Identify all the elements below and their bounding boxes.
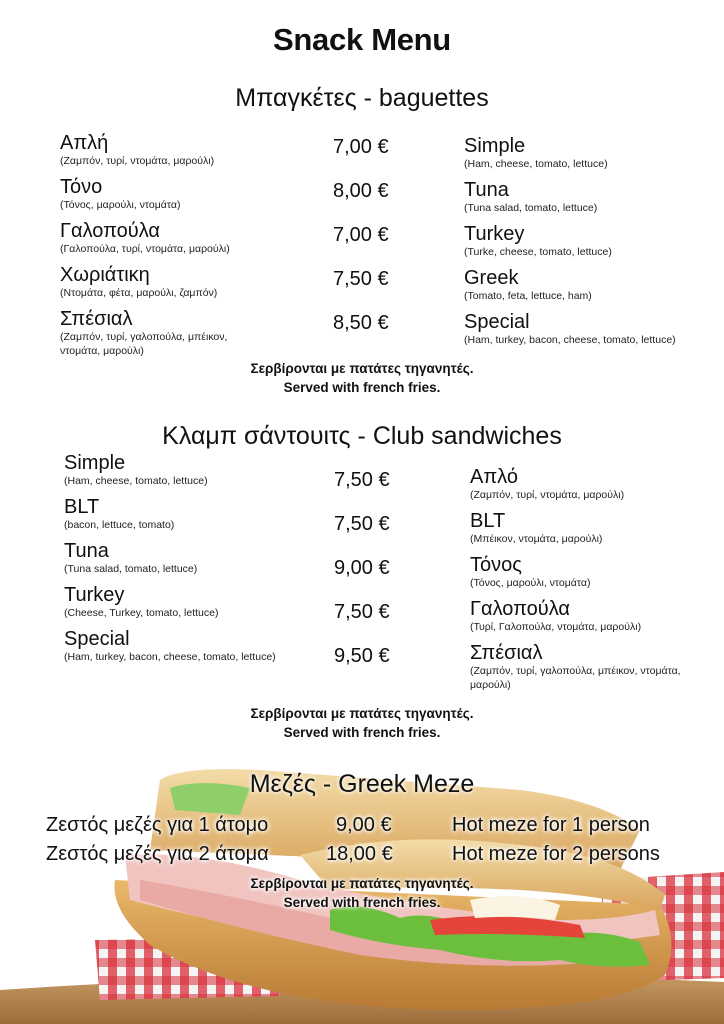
club-item-blt-en [64, 496, 324, 532]
item-name: Τόνος [470, 554, 522, 576]
club-price-special: 9,50 € [334, 645, 390, 667]
baguette-item-turkey-en [464, 223, 714, 259]
meze-item-1-gr: Ζεστός μεζές για 1 άτομο [46, 814, 269, 836]
meze-note-gr: Σερβίρονται με πατάτες τηγανητές. [250, 876, 474, 891]
item-description: (Ζαμπόν, τυρί, γαλοπούλα, μπέικον, ντομάτα, μαρούλι) [60, 331, 228, 357]
club-item-turkey-en [64, 584, 324, 620]
baguette-item-special-en [464, 311, 719, 347]
item-description: (Ζαμπόν, τυρί, ντομάτα, μαρούλι) [470, 489, 625, 501]
baguette-price-simple: 7,00 € [333, 136, 389, 158]
baguette-item-turkey-gr [60, 220, 310, 256]
menu-title: Snack Menu [273, 22, 451, 57]
item-name: Χωριάτικη [60, 264, 150, 286]
item-description: (bacon, lettuce, tomato) [64, 519, 175, 531]
item-description: (Tuna salad, tomato, lettuce) [464, 202, 598, 214]
club-note-en: Served with french fries. [283, 725, 441, 740]
meze-price-2: 18,00 € [326, 843, 393, 865]
baguette-item-simple-gr [60, 132, 310, 168]
meze-note-en: Served with french fries. [283, 895, 441, 910]
club-item-simple-en [64, 452, 324, 488]
meze-price-1: 9,00 € [336, 814, 392, 836]
item-description: (Τόνος, μαρούλι, ντομάτα) [470, 577, 591, 589]
baguette-item-special-gr [60, 308, 270, 358]
club-item-turkey-gr [470, 598, 720, 634]
baguette-item-greek-en [464, 267, 714, 303]
item-description: (Μπέικον, ντομάτα, μαρούλι) [470, 533, 603, 545]
club-item-simple-gr [470, 466, 720, 502]
club-item-special-en [64, 628, 329, 664]
club-item-special-gr [470, 642, 710, 692]
item-description: (Tomato, feta, lettuce, ham) [464, 290, 592, 302]
baguette-item-simple-en [464, 135, 714, 171]
club-price-simple: 7,50 € [334, 469, 390, 491]
item-name: Tuna [464, 179, 509, 201]
club-section-title: Κλαμπ σάντουιτς - Club sandwiches [162, 422, 562, 450]
baguettes-section-title: Μπαγκέτες - baguettes [235, 84, 489, 112]
meze-item-1-en: Hot meze for 1 person [452, 814, 650, 836]
item-description: (Ham, turkey, bacon, cheese, tomato, lettuce) [464, 334, 676, 346]
item-description: (Ζαμπόν, τυρί, γαλοπούλα, μπέικον, ντομάτα, μαρούλι) [470, 665, 681, 691]
club-item-blt-gr [470, 510, 720, 546]
item-name: Special [464, 311, 530, 333]
item-name: Turkey [464, 223, 525, 245]
item-name: Απλό [470, 466, 518, 488]
club-price-turkey: 7,50 € [334, 601, 390, 623]
item-description: (Γαλοπούλα, τυρί, ντομάτα, μαρούλι) [60, 243, 230, 255]
item-name: Σπέσιαλ [470, 642, 543, 664]
meze-section-title: Μεζές - Greek Meze [249, 770, 475, 798]
item-name: Greek [464, 267, 519, 289]
item-description: (Ζαμπόν, τυρί, ντομάτα, μαρούλι) [60, 155, 215, 167]
baguette-price-tuna: 8,00 € [333, 180, 389, 202]
club-price-blt: 7,50 € [334, 513, 390, 535]
item-name: Tuna [64, 540, 109, 562]
baguette-item-tuna-en [464, 179, 714, 215]
item-name: Simple [464, 135, 526, 157]
baguettes-note-en: Served with french fries. [283, 380, 441, 395]
baguettes-note-gr: Σερβίρονται με πατάτες τηγανητές. [250, 361, 474, 376]
club-price-tuna: 9,00 € [334, 557, 390, 579]
item-name: BLT [470, 510, 506, 532]
item-description: (Ham, cheese, tomato, lettuce) [64, 475, 208, 487]
item-name: Απλή [60, 132, 109, 154]
club-item-tuna-gr [470, 554, 720, 590]
item-description: (Τυρί, Γαλοπούλα, ντομάτα, μαρούλι) [470, 621, 642, 633]
item-description: (Turke, cheese, tomato, lettuce) [464, 246, 612, 258]
item-description: (Ham, turkey, bacon, cheese, tomato, lettuce) [64, 651, 276, 663]
item-name: Τόνο [60, 176, 103, 198]
item-description: (Ντομάτα, φέτα, μαρούλι, ζαμπόν) [60, 287, 218, 299]
club-item-tuna-en [64, 540, 324, 576]
meze-item-2-en: Hot meze for 2 persons [452, 843, 660, 865]
item-name: Turkey [64, 584, 125, 606]
baguette-price-greek: 7,50 € [333, 268, 389, 290]
item-name: Simple [64, 452, 126, 474]
item-description: (Ham, cheese, tomato, lettuce) [464, 158, 608, 170]
item-name: Γαλοπούλα [60, 220, 160, 242]
baguette-price-special: 8,50 € [333, 312, 389, 334]
baguette-price-turkey: 7,00 € [333, 224, 389, 246]
meze-item-2-gr: Ζεστός μεζές για 2 άτομα [46, 843, 269, 865]
item-name: Σπέσιαλ [60, 308, 133, 330]
baguette-item-greek-gr [60, 264, 310, 300]
item-description: (Cheese, Turkey, tomato, lettuce) [64, 607, 219, 619]
item-description: (Τόνος, μαρούλι, ντομάτα) [60, 199, 181, 211]
item-description: (Tuna salad, tomato, lettuce) [64, 563, 198, 575]
baguette-item-tuna-gr [60, 176, 310, 212]
item-name: Special [64, 628, 130, 650]
club-note-gr: Σερβίρονται με πατάτες τηγανητές. [250, 706, 474, 721]
item-name: BLT [64, 496, 100, 518]
item-name: Γαλοπούλα [470, 598, 570, 620]
